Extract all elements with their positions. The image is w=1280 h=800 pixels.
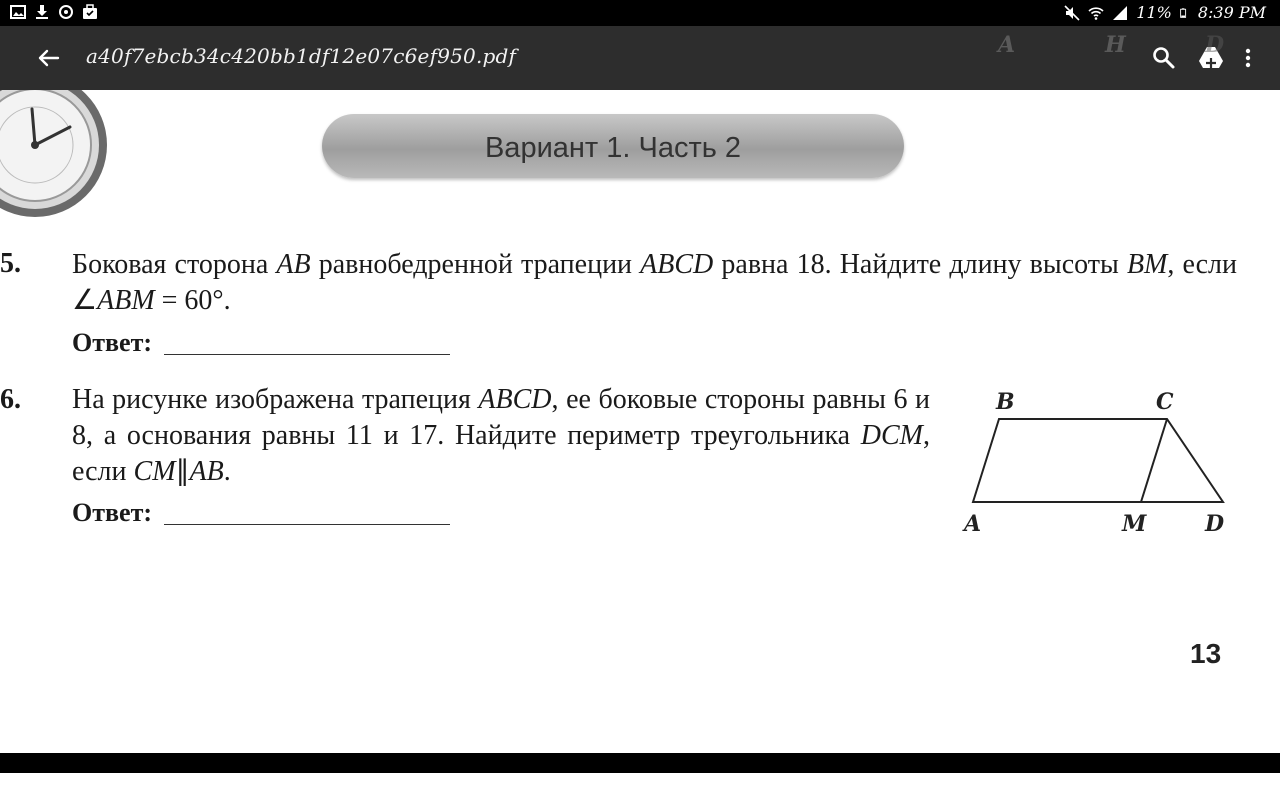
task-5-text [72, 247, 1237, 319]
section-banner [322, 114, 904, 178]
clock-time: 8:39 PM [1197, 3, 1266, 22]
app-bar [0, 26, 1280, 90]
vertex-label-a: A [964, 511, 982, 537]
signal-icon [1112, 5, 1128, 21]
task-6-var: ABCD [478, 384, 552, 415]
vertex-label-d: D [1205, 511, 1225, 537]
task-6-var: CM [133, 456, 176, 487]
search-icon[interactable] [1149, 43, 1179, 73]
task-5-text-part: = 60°. [154, 285, 231, 316]
notification-icons [10, 4, 98, 20]
task-5-answer-line [164, 354, 450, 355]
vertex-label-m: M [1122, 511, 1147, 537]
document-title: a40f7ebcb34c420bb1df12e07c6ef950.pdf [86, 44, 517, 68]
task-6-number: 6. [0, 384, 21, 415]
task-6-text-part: . [223, 456, 231, 487]
task-6-text-part: На рисунке изображена трапеция [72, 384, 479, 415]
section-title: Вариант 1. Часть 2 [484, 132, 742, 164]
download-icon [34, 4, 50, 20]
clock-illustration [0, 90, 115, 230]
ghost-label-a: A [998, 32, 1016, 58]
task-5-var: ABCD [640, 249, 714, 280]
vertex-label-c: C [1156, 389, 1174, 415]
sync-icon [58, 4, 74, 20]
task-5-text-part: равнобедренной трапеции [310, 249, 641, 280]
vertex-label-b: B [996, 389, 1015, 415]
task-5-answer-label: Ответ: [72, 328, 153, 357]
task-6-answer-label: Ответ: [72, 498, 153, 527]
wifi-icon [1088, 5, 1104, 21]
task-5-text-part: Боковая сторона [72, 249, 277, 280]
image-icon [10, 4, 26, 20]
pdf-page[interactable] [0, 90, 1280, 753]
trapezoid-figure [955, 385, 1240, 545]
ghost-label-h: H [1105, 32, 1126, 58]
bottom-area [0, 773, 1280, 800]
back-arrow-icon[interactable] [30, 40, 66, 76]
ghost-label-d: D [1205, 32, 1225, 58]
task-5-var: ABM [97, 285, 155, 316]
briefcase-icon [82, 4, 98, 20]
mute-icon [1064, 5, 1080, 21]
task-5-var: BM [1126, 249, 1168, 280]
status-bar [0, 0, 1280, 26]
task-5-number: 5. [0, 248, 21, 279]
task-6-text-part: ∥ [175, 456, 190, 487]
task-6-var: AB [189, 456, 224, 487]
task-5-text-part: , если ∠ [72, 249, 1238, 316]
page-number: 13 [1190, 638, 1222, 669]
battery-icon [1180, 5, 1190, 21]
task-6-text-part: , ее боковые стороны равны 6 и 8, а основания равны 11 и 17. Найдите периметр треугольника [72, 384, 931, 451]
more-vert-icon[interactable] [1233, 43, 1263, 73]
navigation-strip [0, 753, 1280, 773]
battery-percent: 11% [1136, 3, 1172, 22]
segment-cm [1141, 419, 1167, 502]
task-6-answer-line [164, 524, 450, 525]
task-6-var: DCM [860, 420, 923, 451]
task-6-text-part: , если [72, 420, 930, 487]
system-icons [1064, 3, 1266, 22]
task-5-var: AB [276, 249, 311, 280]
task-5-text-part: равна 18. Найдите длину высоты [713, 249, 1127, 280]
trapezoid-abcd [973, 419, 1223, 502]
task-6-text [72, 382, 930, 490]
